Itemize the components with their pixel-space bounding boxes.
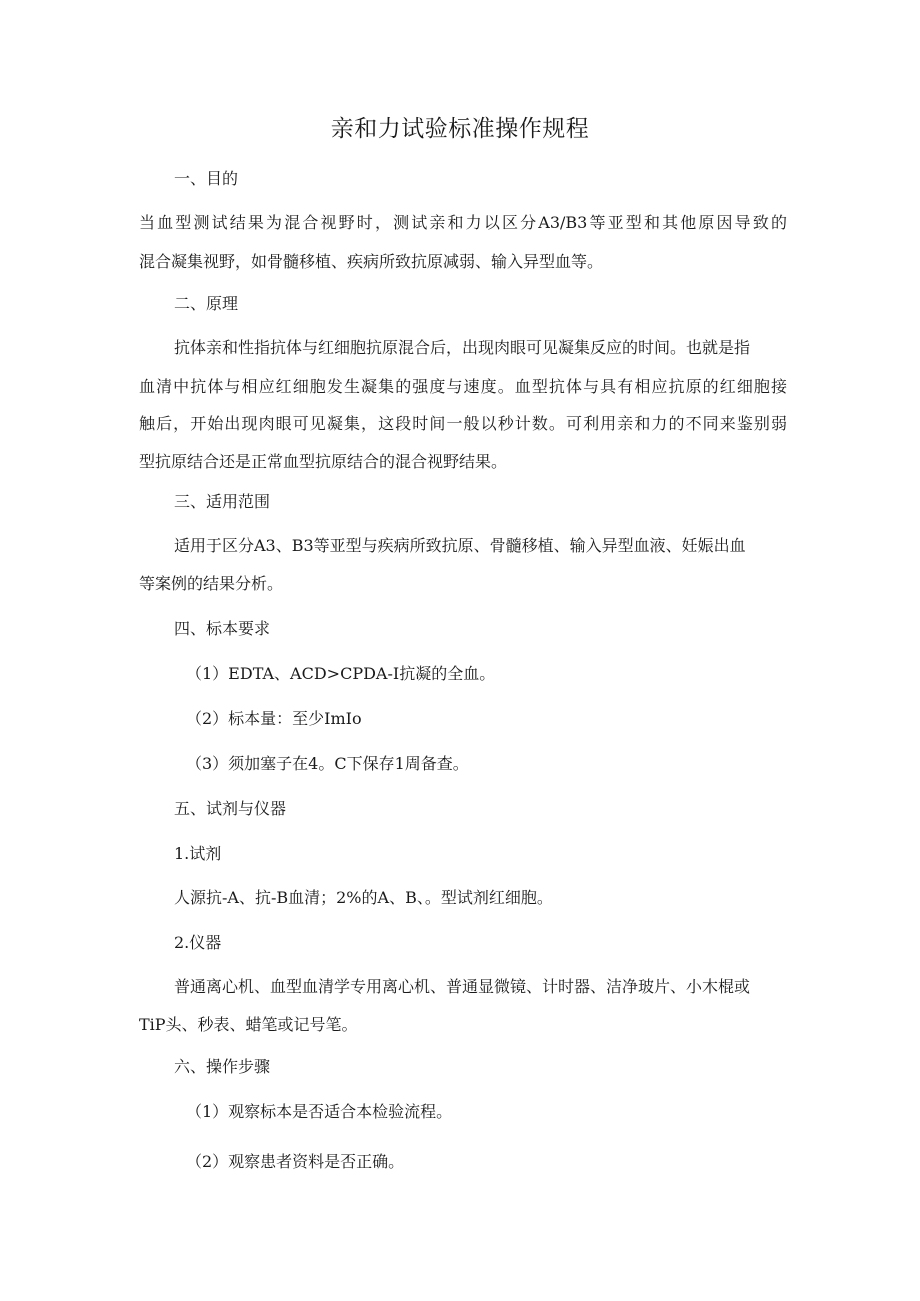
paragraph-line: 混合凝集视野，如骨髓移植、疾病所致抗原减弱、输入异型血等。 (139, 252, 604, 271)
section-heading-procedure: 六、操作步骤 (174, 1057, 271, 1076)
list-item: （1）EDTA、ACD>CPDA-I抗凝的全血。 (186, 664, 496, 683)
subsection-heading-instrument: 2.仪器 (174, 933, 222, 952)
section-heading-specimen: 四、标本要求 (174, 619, 271, 638)
subsection-heading-reagent: 1.试剂 (174, 844, 222, 863)
paragraph-line: 触后，开始出现肉眼可见凝集，这段时间一般以秒计数。可利用亲和力的不同来鉴别弱 (139, 414, 787, 433)
list-item: （3）须加塞子在4。C下保存1周备查。 (186, 754, 469, 773)
list-item: （2）观察患者资料是否正确。 (186, 1152, 405, 1171)
list-item: （1）观察标本是否适合本检验流程。 (186, 1102, 453, 1121)
section-heading-purpose: 一、目的 (174, 169, 239, 188)
paragraph-line: 人源抗-A、抗-B血清；2%的A、B、。型试剂红细胞。 (174, 888, 553, 907)
paragraph-line: 普通离心机、血型血清学专用离心机、普通显微镜、计时器、洁净玻片、小木棍或 (174, 977, 751, 996)
paragraph-line: 适用于区分A3、B3等亚型与疾病所致抗原、骨髓移植、输入异型血液、妊娠出血 (174, 536, 746, 555)
paragraph-line: 型抗原结合还是正常血型抗原结合的混合视野结果。 (139, 452, 508, 471)
section-heading-reagents: 五、试剂与仪器 (174, 799, 287, 818)
paragraph-line: TiP头、秒表、蜡笔或记号笔。 (139, 1015, 358, 1034)
section-heading-scope: 三、适用范围 (174, 492, 271, 511)
list-item: （2）标本量：至少ImIo (186, 709, 362, 728)
document-title: 亲和力试验标准操作规程 (330, 116, 590, 142)
paragraph-line: 当血型测试结果为混合视野时，测试亲和力以区分A3/B3等亚型和其他原因导致的 (139, 213, 787, 232)
paragraph-line: 等案例的结果分析。 (139, 574, 284, 593)
paragraph-line: 抗体亲和性指抗体与红细胞抗原混合后，出现肉眼可见凝集反应的时间。也就是指 (174, 338, 751, 357)
section-heading-principle: 二、原理 (174, 294, 239, 313)
paragraph-line: 血清中抗体与相应红细胞发生凝集的强度与速度。血型抗体与具有相应抗原的红细胞接 (139, 377, 787, 396)
